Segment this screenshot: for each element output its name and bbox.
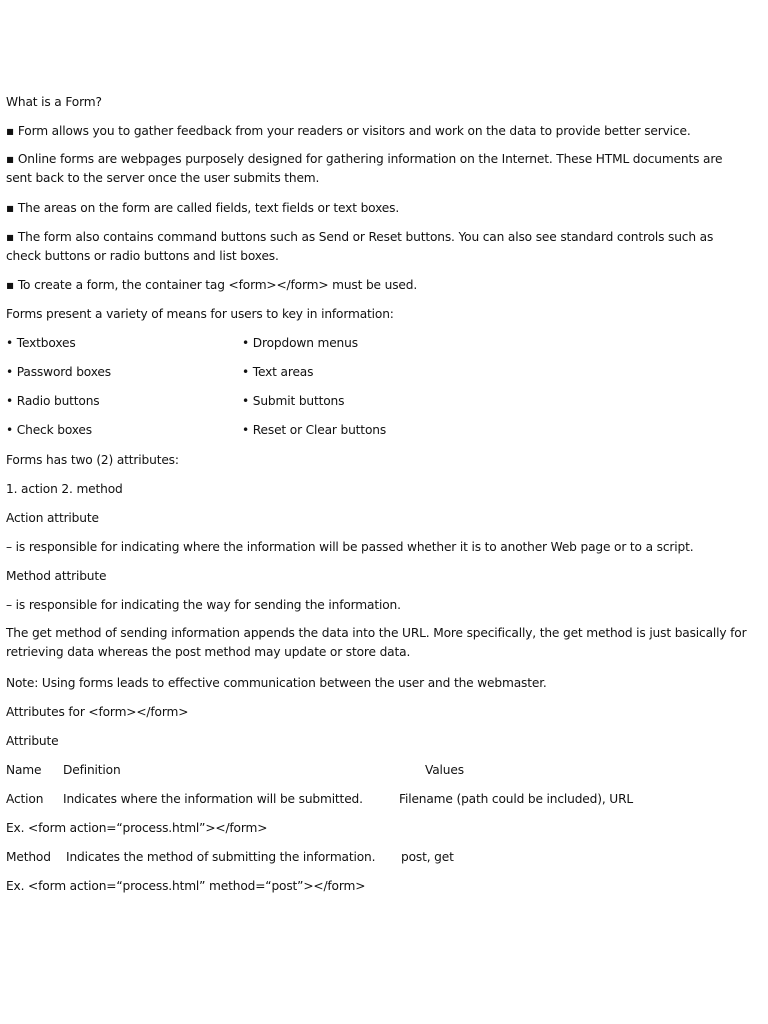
attributes-intro: Forms has two (2) attributes:: [6, 453, 179, 467]
bullet-item: ▪ Form allows you to gather feedback from your readers or visitors and work on the data to provide better service.: [6, 124, 691, 138]
bullet-item: ▪ Online forms are webpages purposely designed for gathering information on the Internet. These HTML documents are sent back to the server once the user submits them.: [6, 152, 723, 185]
row-method-values: post, get: [401, 850, 454, 864]
bullet-item: ▪ The form also contains command buttons such as Send or Reset buttons. You can also see standard controls such as check buttons or radio buttons and list boxes.: [6, 230, 714, 263]
means-item: • Textboxes: [6, 336, 76, 350]
method-title: Method attribute: [6, 569, 107, 583]
row-action-name: Action: [6, 792, 44, 806]
table-attribute-label: Attribute: [6, 734, 59, 748]
means-item: • Radio buttons: [6, 394, 100, 408]
means-item: • Dropdown menus: [242, 336, 358, 350]
page-title: What is a Form?: [6, 95, 102, 109]
header-name: Name: [6, 763, 42, 777]
means-item: • Reset or Clear buttons: [242, 423, 387, 437]
row-method-example: Ex. <form action=“process.html” method=“post”></form>: [6, 879, 366, 893]
action-desc: – is responsible for indicating where the information will be passed whether it is to another Web page or to a script.: [6, 540, 694, 554]
means-intro: Forms present a variety of means for users to key in information:: [6, 307, 394, 321]
header-definition: Definition: [63, 763, 121, 777]
row-action-values: Filename (path could be included), URL: [399, 792, 634, 806]
row-action-example: Ex. <form action=“process.html”></form>: [6, 821, 268, 835]
row-method-definition: Indicates the method of submitting the information.: [66, 850, 376, 864]
bullet-item: ▪ The areas on the form are called fields, text fields or text boxes.: [6, 201, 400, 215]
row-action-definition: Indicates where the information will be submitted.: [63, 792, 363, 806]
means-item: • Submit buttons: [242, 394, 345, 408]
bullet-item: ▪ To create a form, the container tag <form></form> must be used.: [6, 278, 418, 292]
row-method-name: Method: [6, 850, 51, 864]
method-desc: – is responsible for indicating the way for sending the information.: [6, 598, 401, 612]
get-post-paragraph: The get method of sending information appends the data into the URL. More specifically, the get method is just basically for retrieving data whereas the post method may update or store data.: [6, 626, 747, 659]
means-item: • Password boxes: [6, 365, 111, 379]
table-title: Attributes for <form></form>: [6, 705, 189, 719]
means-item: • Check boxes: [6, 423, 92, 437]
means-item: • Text areas: [242, 365, 314, 379]
header-values: Values: [425, 763, 464, 777]
note: Note: Using forms leads to effective communication between the user and the webmaster.: [6, 676, 547, 690]
action-title: Action attribute: [6, 511, 99, 525]
attributes-list: 1. action 2. method: [6, 482, 123, 496]
